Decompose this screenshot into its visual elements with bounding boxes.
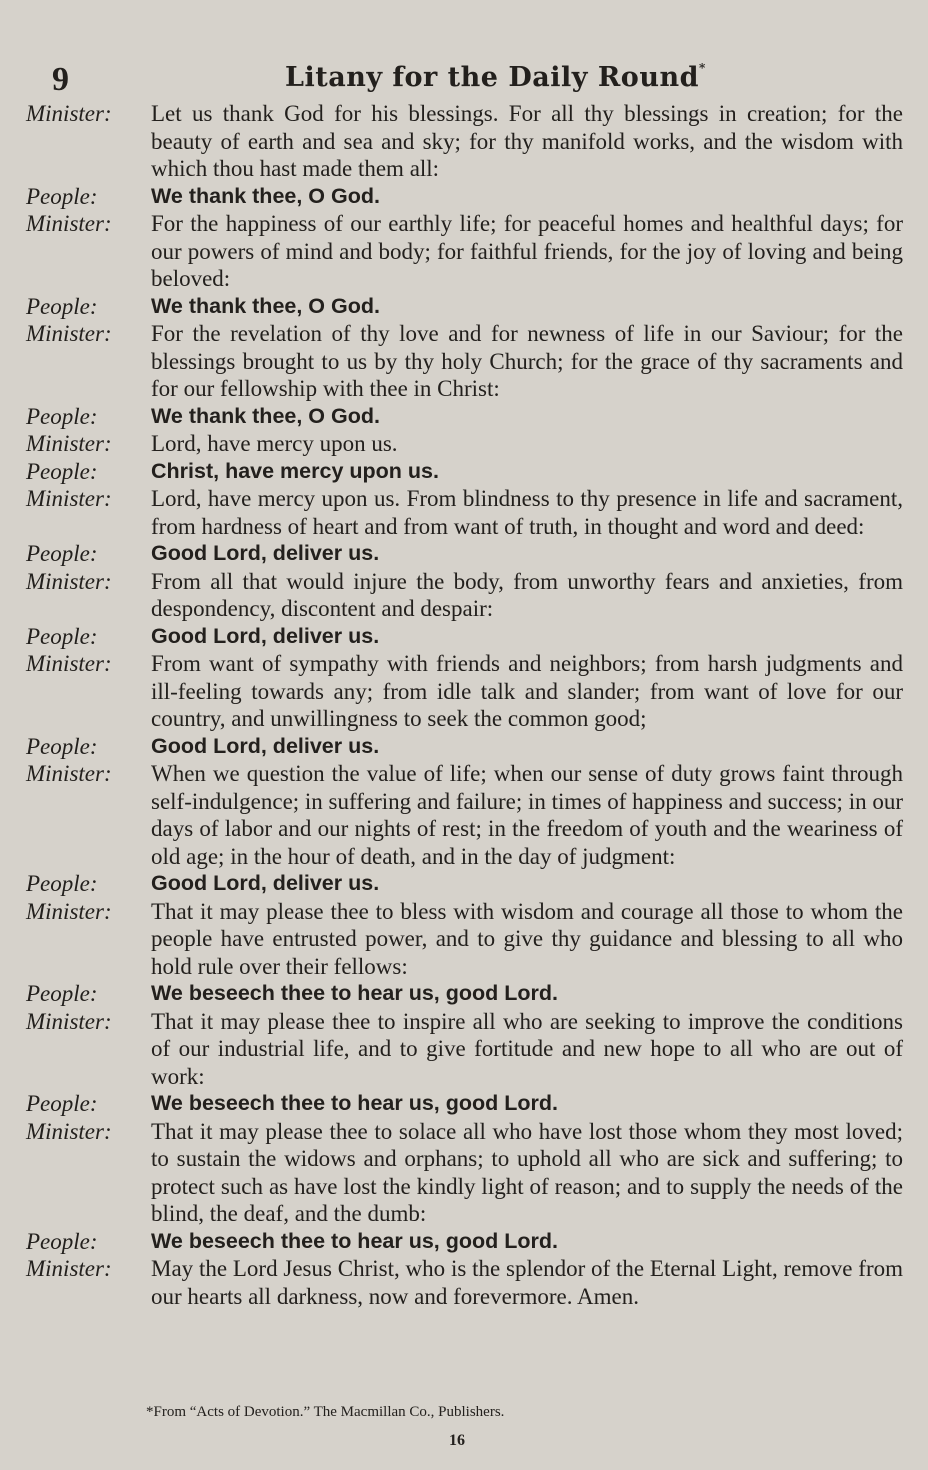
litany-body bbox=[0, 100, 928, 1310]
speaker-label: Minister: bbox=[26, 761, 112, 786]
people-response: Good Lord, deliver us. bbox=[151, 871, 380, 895]
minister-text: For the happiness of our earthly life; for peaceful homes and healthful days; for our powers of mind and body; for faithful friends, for the joy of loving and being beloved: bbox=[151, 211, 903, 291]
litany-line bbox=[0, 1255, 928, 1310]
litany-number: 9 bbox=[52, 61, 69, 98]
title-text: Litany for the Daily Round bbox=[285, 62, 699, 93]
speaker-label: Minister: bbox=[26, 651, 112, 676]
litany-line bbox=[0, 458, 928, 486]
litany-line bbox=[0, 870, 928, 898]
litany-line bbox=[0, 293, 928, 321]
speaker-label: People: bbox=[26, 981, 98, 1006]
litany-line bbox=[0, 320, 928, 403]
footnote: *From “Acts of Devotion.” The Macmillan Co., Publishers. bbox=[146, 1404, 505, 1420]
litany-line bbox=[0, 980, 928, 1008]
litany-line bbox=[0, 1228, 928, 1256]
speaker-label: Minister: bbox=[26, 1118, 112, 1144]
litany-line bbox=[0, 568, 928, 623]
minister-text: From want of sympathy with friends and neighbors; from harsh judgments and ill-feeling towards any; from idle talk and slander; from want of love for our country, and unwillingness to seek the common good; bbox=[151, 651, 903, 731]
speaker-label: Minister: bbox=[26, 486, 112, 511]
speaker-label: Minister: bbox=[26, 211, 112, 236]
speaker-label: Minister: bbox=[26, 431, 112, 456]
litany-line bbox=[0, 485, 928, 540]
speaker-label: People: bbox=[26, 1091, 98, 1116]
litany-line bbox=[0, 1008, 928, 1091]
minister-text: From all that would injure the body, from unworthy fears and anxieties, from despondency, discontent and despair: bbox=[151, 568, 903, 621]
people-response: Good Lord, deliver us. bbox=[151, 541, 380, 565]
minister-text: That it may please thee to bless with wisdom and courage all those to whom the people have entrusted power, and to give thy guidance and blessing to all who hold rule over their fellows: bbox=[151, 898, 903, 979]
litany-line bbox=[0, 623, 928, 651]
speaker-label: People: bbox=[26, 871, 98, 896]
speaker-label: People: bbox=[26, 403, 98, 429]
people-response: Good Lord, deliver us. bbox=[151, 623, 380, 648]
litany-line bbox=[0, 1090, 928, 1118]
minister-text: For the revelation of thy love and for newness of life in our Saviour; for the blessings brought to us by thy holy Church; for the grace of thy sacraments and for our fellowship with thee in Christ: bbox=[151, 321, 903, 401]
speaker-label: People: bbox=[26, 1228, 98, 1254]
litany-line bbox=[0, 760, 928, 870]
people-response: We thank thee, O God. bbox=[151, 403, 380, 428]
speaker-label: People: bbox=[26, 541, 98, 566]
litany-line bbox=[0, 733, 928, 761]
litany-line bbox=[0, 210, 928, 293]
litany-line bbox=[0, 430, 928, 458]
speaker-label: Minister: bbox=[26, 321, 112, 346]
minister-text: May the Lord Jesus Christ, who is the splendor of the Eternal Light, remove from our hearts all darkness, now and forevermore. Amen. bbox=[151, 1256, 903, 1309]
people-response: We beseech thee to hear us, good Lord. bbox=[151, 1228, 558, 1253]
minister-text: Let us thank God for his blessings. For all thy blessings in creation; for the beauty of earth and sea and sky; for thy manifold works, and the wisdom with which thou hast made them all: bbox=[151, 101, 903, 181]
people-response: Good Lord, deliver us. bbox=[151, 733, 380, 758]
page-title bbox=[285, 50, 706, 96]
speaker-label: People: bbox=[26, 733, 98, 759]
speaker-label: People: bbox=[26, 293, 98, 319]
litany-line bbox=[0, 183, 928, 211]
speaker-label: People: bbox=[26, 183, 98, 209]
people-response: We thank thee, O God. bbox=[151, 293, 380, 318]
litany-line bbox=[0, 650, 928, 733]
litany-line bbox=[0, 100, 928, 183]
minister-text: Lord, have mercy upon us. From blindness to thy presence in life and sacrament, from hardness of heart and from want of truth, in thought and word and deed: bbox=[151, 486, 903, 539]
speaker-label: Minister: bbox=[26, 1008, 112, 1034]
page-number: 16 bbox=[449, 1432, 465, 1449]
litany-line bbox=[0, 1118, 928, 1228]
speaker-label: Minister: bbox=[26, 101, 112, 126]
speaker-label: Minister: bbox=[26, 568, 112, 594]
litany-line bbox=[0, 403, 928, 431]
minister-text: That it may please thee to solace all who have lost those whom they most loved; to sustain the widows and orphans; to uphold all who are sick and suffering; to protect such as have lost the kindly light of reason; and to supply the needs of the blind, the deaf, and the dumb: bbox=[151, 1118, 903, 1226]
speaker-label: People: bbox=[26, 458, 98, 484]
people-response: We beseech thee to hear us, good Lord. bbox=[151, 981, 558, 1005]
people-response: We beseech thee to hear us, good Lord. bbox=[151, 1091, 558, 1115]
speaker-label: People: bbox=[26, 623, 98, 649]
minister-text: Lord, have mercy upon us. bbox=[151, 431, 398, 456]
speaker-label: Minister: bbox=[26, 898, 112, 924]
people-response: Christ, have mercy upon us. bbox=[151, 458, 439, 483]
litany-line bbox=[0, 898, 928, 981]
speaker-label: Minister: bbox=[26, 1256, 112, 1281]
minister-text: When we question the value of life; when our sense of duty grows faint through self-indulgence; in suffering and failure; in times of happiness and success; in our days of labor and our nights of rest; in the freedom of youth and the weariness of old age; in the hour of death, and in the day of judgment: bbox=[151, 761, 903, 869]
title-footnote-mark: * bbox=[698, 61, 706, 75]
people-response: We thank thee, O God. bbox=[151, 183, 380, 208]
minister-text: That it may please thee to inspire all who are seeking to improve the conditions of our industrial life, and to give fortitude and new hope to all who are out of work: bbox=[151, 1008, 903, 1089]
litany-line bbox=[0, 540, 928, 568]
